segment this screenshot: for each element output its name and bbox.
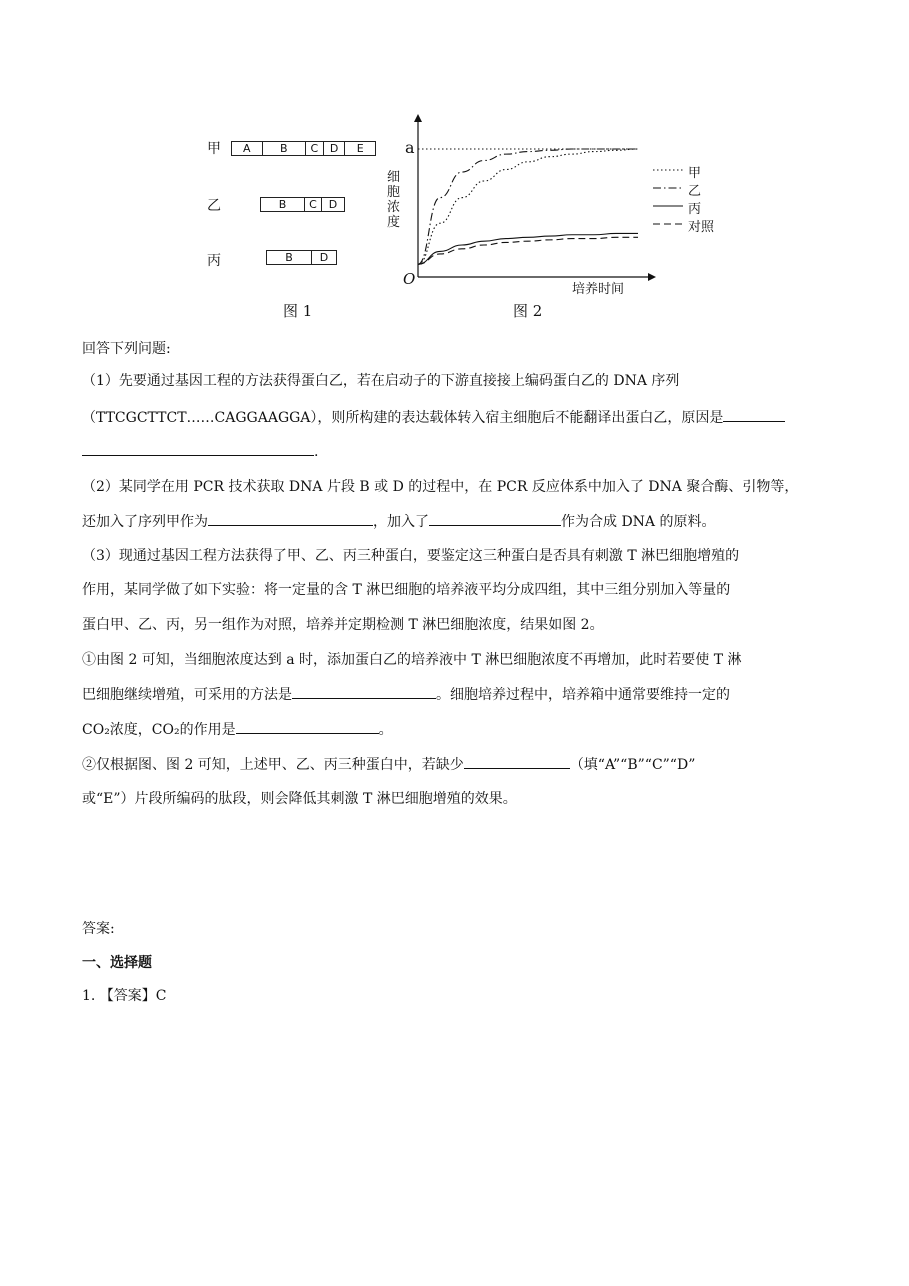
question-2-text-a: 还加入了序列甲作为 [82, 514, 208, 530]
a-label: a [405, 138, 415, 157]
y-axis-label: 细胞浓度 [387, 170, 401, 230]
figure-1-caption: 图 1 [283, 302, 313, 320]
question-1-line-1: （1）先要通过基因工程的方法获得蛋白乙，若在启动子的下游直接接上编码蛋白乙的 DNA 序列 [82, 373, 680, 389]
segment: B [263, 142, 306, 155]
answer-blank-2[interactable] [208, 511, 373, 526]
question-3b-text-a: ②仅根据图、图 2 可知，上述甲、乙、丙三种蛋白中，若缺少 [82, 757, 464, 773]
legend-entry-control: 对照 [688, 220, 715, 235]
figure-1 [200, 130, 390, 320]
segment: D [324, 142, 346, 155]
question-2-line-2 [82, 511, 830, 532]
answer-blank-4[interactable] [292, 684, 436, 699]
answer-blank-1-cont[interactable] [82, 441, 314, 456]
question-3-line-2: 作用，某同学做了如下实验：将一定量的含 T 淋巴细胞的培养液平均分成四组，其中三组分别加入等量的 [82, 582, 731, 598]
segment: B [261, 198, 305, 211]
section-heading: 一、选择题 [82, 955, 152, 971]
question-3b-text-b: （填“A”“B”“C”“D” [569, 757, 696, 773]
y-axis-arrow [414, 114, 422, 122]
question-3a-line-1: ①由图 2 可知，当细胞浓度达到 a 时，添加蛋白乙的培养液中 T 淋巴细胞浓度不再增加，此时若要使 T 淋 [82, 652, 742, 668]
question-3b-line-1 [82, 754, 830, 775]
row-label-yi: 乙 [207, 198, 221, 214]
segment: A [232, 142, 263, 155]
segment-bar-jia [231, 141, 376, 156]
series-line-3 [418, 237, 638, 264]
answer-blank-5[interactable] [236, 719, 379, 734]
answer-1: 1. 【答案】C [82, 988, 167, 1004]
question-3a-text-c: CO₂浓度，CO₂的作用是 [82, 722, 236, 738]
segment: D [319, 251, 329, 264]
x-axis-label: 培养时间 [572, 282, 625, 297]
segment: B [267, 251, 312, 264]
question-3-line-3: 蛋白甲、乙、丙，另一组作为对照，培养并定期检测 T 淋巴细胞浓度，结果如图 2。 [82, 617, 604, 633]
chart-axes [414, 114, 656, 281]
legend-entry-yi: 乙 [688, 184, 702, 199]
legend-entry-jia: 甲 [688, 166, 702, 181]
question-3-line-1: （3）现通过基因工程方法获得了甲、乙、丙三种蛋白，要鉴定这三种蛋白是否具有刺激 T 淋巴细胞增殖的 [82, 548, 740, 564]
answer-label: 答案: [82, 921, 115, 937]
period: . [314, 444, 319, 460]
legend-entry-bing: 丙 [688, 202, 702, 217]
series-line-0 [418, 149, 638, 264]
origin-label: O [403, 270, 416, 288]
segment: C [306, 142, 324, 155]
question-2-text-b: ，加入了 [373, 514, 429, 530]
x-axis-arrow [648, 273, 656, 281]
question-2-line-1: （2）某同学在用 PCR 技术获取 DNA 片段 B 或 D 的过程中，在 PCR 反应体系中加入了 DNA 聚合酶、引物等， [82, 479, 799, 495]
question-3a-line-3 [82, 719, 830, 740]
row-label-jia: 甲 [207, 141, 221, 157]
question-3a-text-b: 。细胞培养过程中，培养箱中通常要维持一定的 [436, 687, 730, 703]
figure-2-caption: 图 2 [513, 302, 543, 320]
question-3a-text-d: 。 [378, 722, 393, 738]
question-3a-text-a: 巴细胞继续增殖，可采用的方法是 [82, 687, 292, 703]
question-1-line-2 [82, 407, 830, 428]
question-1-text: （TTCGCTTCT……CAGGAAGGA），则所构建的表达载体转入宿主细胞后不能翻译出蛋白乙，原因是 [82, 410, 724, 426]
chart-lines [418, 149, 638, 264]
segment-bar-yi [260, 197, 345, 212]
segment: D [328, 198, 338, 211]
segment: E [356, 142, 364, 155]
row-label-bing: 丙 [207, 253, 221, 269]
segment: C [305, 198, 322, 211]
question-2-text-c: 作为合成 DNA 的原料。 [561, 514, 716, 530]
answer-blank-6[interactable] [464, 754, 570, 769]
segment-bar-bing [266, 250, 337, 265]
question-3b-line-2: 或“E”）片段所编码的肽段，则会降低其刺激 T 淋巴细胞增殖的效果。 [82, 791, 517, 807]
answer-blank-3[interactable] [429, 511, 561, 526]
question-1-line-3 [82, 441, 830, 462]
answer-blank-1[interactable] [723, 407, 785, 422]
figure-2 [385, 110, 745, 320]
question-3a-line-2 [82, 684, 830, 705]
series-line-1 [418, 149, 638, 264]
intro-text: 回答下列问题: [82, 341, 171, 357]
chart-legend-lines [653, 170, 683, 224]
